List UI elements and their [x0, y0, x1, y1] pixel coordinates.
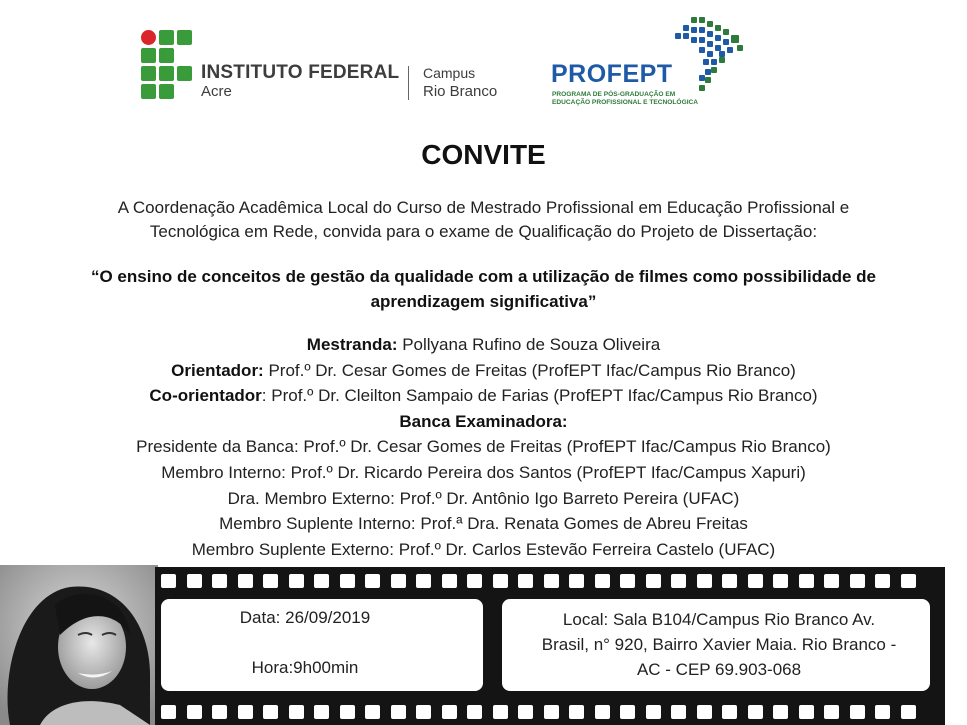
banca-member: Membro Suplente Interno: Prof.ª Dra. Renata Gomes de Abreu Freitas: [219, 514, 748, 534]
banca-member: Membro Suplente Externo: Prof.º Dr. Carlos Estevão Ferreira Castelo (UFAC): [191, 539, 776, 559]
location-line: AC - CEP 69.903-068: [636, 660, 802, 679]
banca-member: Presidente da Banca: Prof.º Dr. Cesar Gomes de Freitas (ProfEPT Ifac/Campus Rio Branco): [136, 437, 831, 457]
banca-label: Banca Examinadora:: [399, 411, 568, 431]
profept-subtitle-line2: EDUCAÇÃO PROFISSIONAL E TECNOLÓGICA: [552, 99, 699, 106]
if-campus-label: Campus: [423, 65, 476, 81]
instituto-federal-logo: [141, 30, 511, 102]
profept-subtitle-line1: PROGRAMA DE PÓS-GRADUAÇÃO EM: [552, 91, 676, 98]
location-line: Brasil, n° 920, Bairro Xavier Maia. Rio Branco -: [541, 635, 897, 654]
event-location: [513, 607, 925, 682]
project-title: [30, 264, 937, 314]
event-date: Data: 26/09/2019: [239, 608, 371, 627]
mestranda-line: [30, 332, 937, 358]
if-grid-icon: [141, 30, 193, 100]
page-title: CONVITE: [421, 139, 546, 170]
film-perforations-top: [161, 574, 939, 588]
intro-line: Tecnológica em Rede, convida para o exame de Qualificação do Projeto de Dissertação:: [149, 222, 818, 241]
committee-list: [30, 332, 937, 562]
if-name: INSTITUTO FEDERAL: [201, 62, 400, 83]
mestranda-label: Mestranda:: [306, 335, 398, 354]
film-strip-section: [0, 565, 967, 725]
if-campus-name: Rio Branco: [423, 83, 498, 100]
profept-logo: [551, 15, 746, 110]
coorientador-line: [30, 383, 937, 409]
if-state: Acre: [201, 83, 232, 100]
logo-divider: [408, 66, 409, 100]
coorientador-value: : Prof.º Dr. Cleilton Sampaio de Farias (ProfEPT Ifac/Campus Rio Branco): [261, 386, 818, 406]
intro-line: A Coordenação Acadêmica Local do Curso de Mestrado Profissional em Educação Profissional e: [117, 198, 850, 217]
orientador-label: Orientador:: [171, 360, 264, 380]
orientador-value: Prof.º Dr. Cesar Gomes de Freitas (ProfEPT Ifac/Campus Rio Branco): [263, 360, 796, 380]
event-hour: Hora:9h00min: [251, 658, 359, 677]
student-photo: [0, 565, 158, 725]
coorientador-label: Co-orientador: [149, 386, 262, 406]
orientador-line: [30, 358, 937, 384]
project-line: aprendizagem significativa”: [370, 292, 597, 311]
film-perforations-bottom: [161, 705, 939, 719]
location-line: Local: Sala B104/Campus Rio Branco Av.: [562, 610, 876, 629]
profept-title: PROFEPT: [551, 60, 673, 88]
banca-member: Membro Interno: Prof.º Dr. Ricardo Pereira dos Santos (ProfEPT Ifac/Campus Xapuri): [161, 462, 806, 482]
banca-heading: [30, 409, 937, 435]
portrait-image: [0, 565, 158, 725]
intro-paragraph: [40, 196, 927, 244]
project-line: “O ensino de conceitos de gestão da qualidade com a utilização de filmes como possibilidade de: [90, 267, 877, 286]
mestranda-value: Pollyana Rufino de Souza Oliveira: [397, 335, 661, 354]
brazil-pixel-map-icon: [671, 15, 746, 93]
banca-member: Dra. Membro Externo: Prof.º Dr. Antônio Igo Barreto Pereira (UFAC): [227, 488, 740, 508]
